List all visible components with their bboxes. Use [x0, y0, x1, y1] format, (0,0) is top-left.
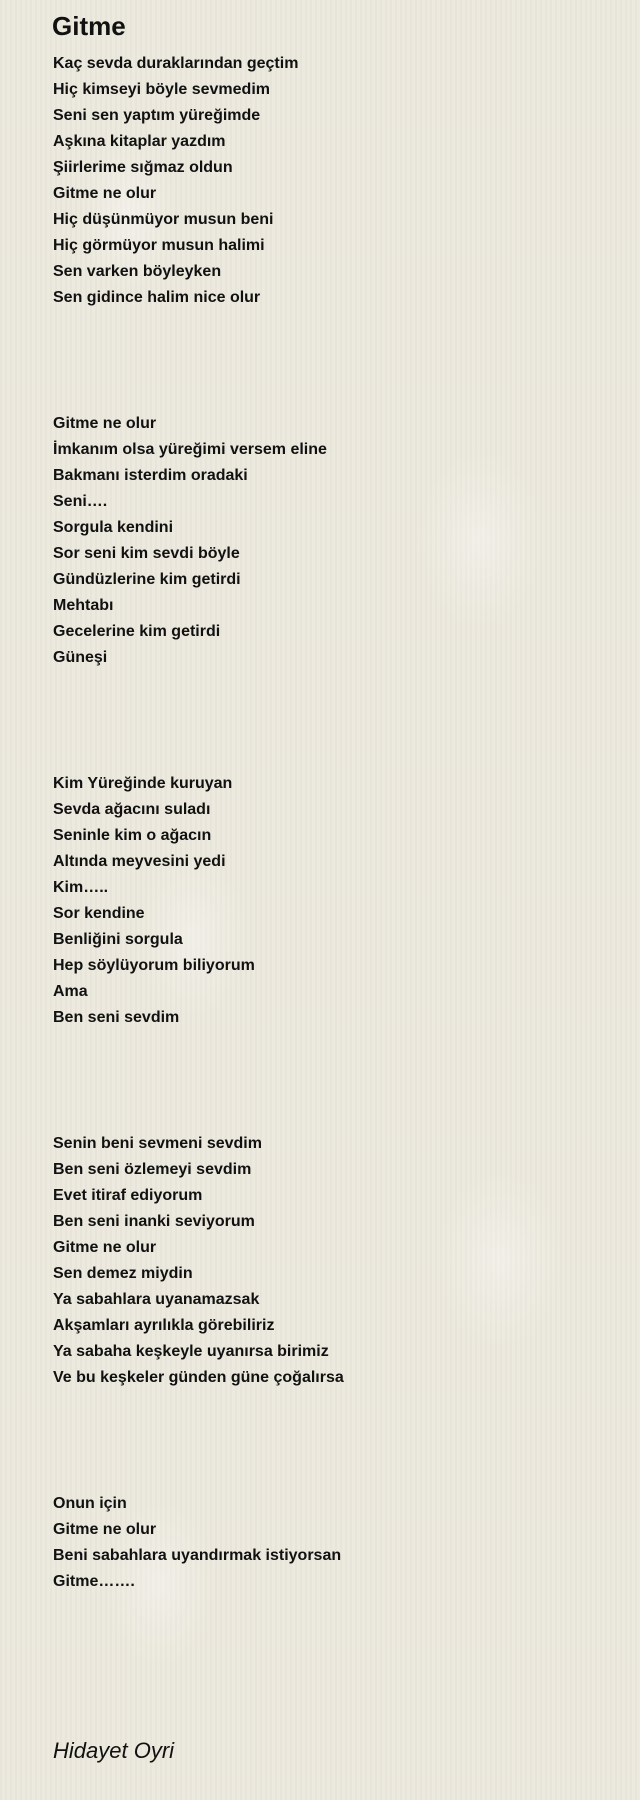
poem-line: Seni…. [53, 493, 108, 510]
poem-line: Benliğini sorgula [53, 931, 183, 948]
poem-line: Şiirlerime sığmaz oldun [53, 159, 233, 176]
poem-line: Ben seni özlemeyi sevdim [53, 1161, 252, 1178]
poem-line: Ya sabahlara uyanamazsak [53, 1291, 260, 1308]
stanza-3 [53, 771, 255, 1031]
poem-line: Sen demez miydin [53, 1265, 193, 1282]
poem-line: Onun için [53, 1495, 127, 1512]
poem-line: Sor seni kim sevdi böyle [53, 545, 240, 562]
poem-line: Gitme ne olur [53, 415, 157, 432]
poem-line: Gitme ne olur [53, 185, 157, 202]
poem-line: Akşamları ayrılıkla görebiliriz [53, 1317, 275, 1334]
poem-line: Senin beni sevmeni sevdim [53, 1135, 262, 1152]
poem-line: Altında meyvesini yedi [53, 853, 226, 870]
poem-line: Hiç düşünmüyor musun beni [53, 211, 274, 228]
poem-line: Kaç sevda duraklarından geçtim [53, 55, 299, 72]
stanza-5 [53, 1491, 341, 1595]
poem-line: Aşkına kitaplar yazdım [53, 133, 226, 150]
poem-line: Kim….. [53, 879, 109, 896]
poem-line: Güneşi [53, 649, 108, 666]
poem-line: Sorgula kendini [53, 519, 174, 536]
poem-line: Ya sabaha keşkeyle uyanırsa birimiz [53, 1343, 329, 1360]
poem-line: Sen gidince halim nice olur [53, 289, 261, 306]
poem-line: Bakmanı isterdim oradaki [53, 467, 248, 484]
poem-line: Seni sen yaptım yüreğimde [53, 107, 261, 124]
poem-line: Sen varken böyleyken [53, 263, 222, 280]
author-name: Hidayet Oyri [53, 1738, 175, 1763]
poem-line: Hep söylüyorum biliyorum [53, 957, 255, 974]
poem-line: Gitme ne olur [53, 1521, 157, 1538]
stanza-1 [53, 51, 298, 311]
poem-line: Mehtabı [53, 597, 114, 614]
poem-line: Ben seni inanki seviyorum [53, 1213, 255, 1230]
poem-line: Evet itiraf ediyorum [53, 1187, 203, 1204]
poem-line: Gitme ne olur [53, 1239, 157, 1256]
poem-line: Ama [53, 983, 88, 1000]
poem-line: Gündüzlerine kim getirdi [53, 571, 241, 588]
poem-line: Gecelerine kim getirdi [53, 623, 221, 640]
poem-line: Beni sabahlara uyandırmak istiyorsan [53, 1547, 342, 1564]
poem-line: Sevda ağacını suladı [53, 801, 211, 818]
poem-line: Kim Yüreğinde kuruyan [53, 775, 233, 792]
stanza-2 [53, 411, 327, 671]
poem-title: Gitme [52, 11, 126, 41]
poem-line: Hiç kimseyi böyle sevmedim [53, 81, 270, 98]
poem-line: Gitme……. [53, 1573, 135, 1590]
stanza-4 [53, 1131, 344, 1391]
poem-line: Seninle kim o ağacın [53, 827, 212, 844]
poem-line: Hiç görmüyor musun halimi [53, 237, 265, 254]
poem-line: İmkanım olsa yüreğimi versem eline [53, 441, 327, 458]
poem-line: Ben seni sevdim [53, 1009, 180, 1026]
poem-line: Sor kendine [53, 905, 145, 922]
poem-line: Ve bu keşkeler günden güne çoğalırsa [53, 1369, 344, 1386]
